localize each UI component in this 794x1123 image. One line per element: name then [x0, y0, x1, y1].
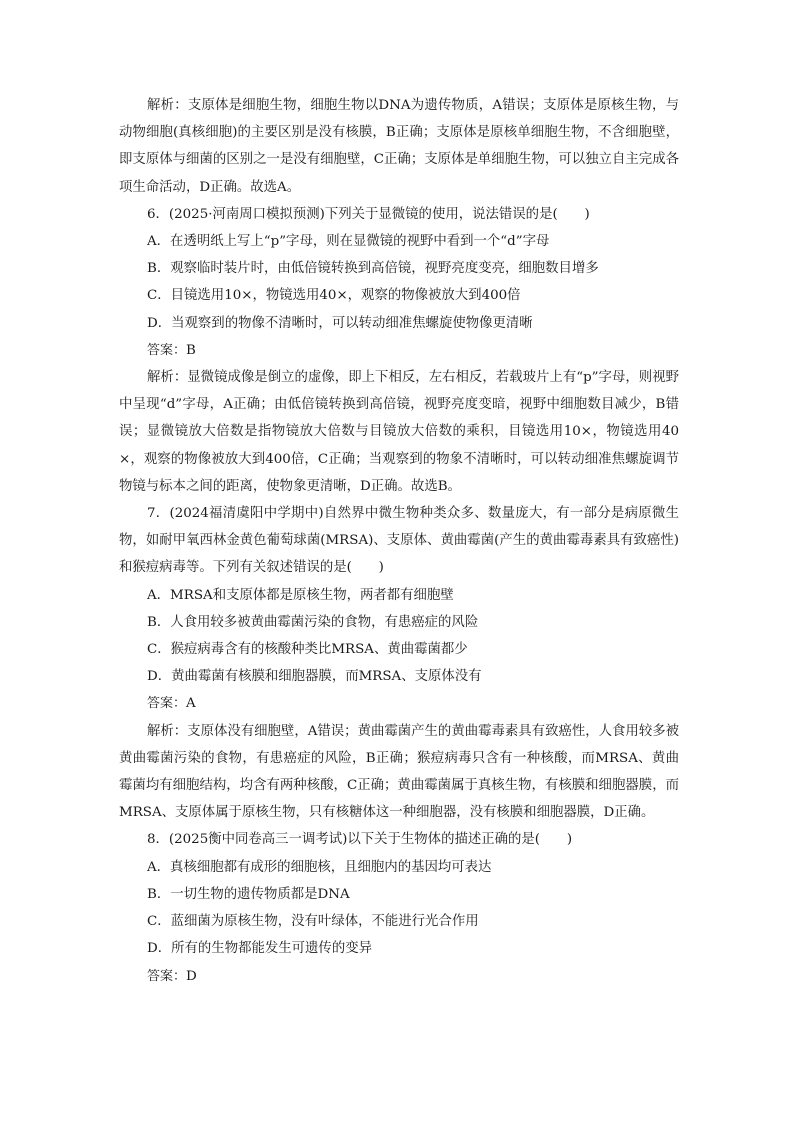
- question-8-option-c: C．蓝细菌为原核生物，没有叶绿体，不能进行光合作用: [147, 914, 479, 930]
- question-6-option-b: B．观察临时装片时，由低倍镜转换到高倍镜，视野亮度变亮，细胞数目增多: [147, 261, 599, 277]
- answer-label: 答案：: [147, 696, 187, 712]
- question-6-answer: [119, 337, 679, 364]
- question-7-option-c: C．猴痘病毒含有的核酸种类比MRSA、黄曲霉菌都少: [147, 642, 468, 658]
- answer-label: 答案：: [147, 342, 187, 358]
- question-7-option-d: D．黄曲霉菌有核膜和细胞器膜，而MRSA、支原体没有: [147, 669, 482, 685]
- question-7: [119, 500, 679, 826]
- question-7-stem: 7．(2024福清虞阳中学期中)自然界中微生物种类众多、数量庞大，有一部分是病原微生物，如耐甲氧西林金黄色葡萄球菌(MRSA)、支原体、黄曲霉菌(产生的黄曲霉毒素具有致癌性)和猴痘病毒等。下列有关叙述错误的是( ): [119, 506, 679, 576]
- answer-value: D: [186, 968, 197, 984]
- question-7-answer: [119, 690, 679, 717]
- question-7-option-b: B．人食用较多被黄曲霉菌污染的食物，有患癌症的风险: [147, 614, 479, 630]
- answer-value: A: [186, 696, 196, 712]
- question-6-option-a: A．在透明纸上写上“p”字母，则在显微镜的视野中看到一个“d”字母: [147, 234, 550, 250]
- question-7-option-a: A．MRSA和支原体都是原核生物，两者都有细胞壁: [147, 587, 454, 603]
- question-8-option-a: A．真核细胞都有成形的细胞核，且细胞内的基因均可表达: [147, 859, 492, 875]
- question-8: [119, 826, 679, 989]
- question-7-analysis: 解析：支原体没有细胞壁，A错误；黄曲霉菌产生的黄曲霉毒素具有致癌性，人食用较多被黄曲霉菌污染的食物，有患癌症的风险，B正确；猴痘病毒只含有一种核酸，而MRSA、黄曲霉菌均有细胞结构，均含有两种核酸，C正确；黄曲霉菌属于真核生物，有核膜和细胞器膜，而MRSA、支原体属于原核生物，只有核糖体这一种细胞器，没有核膜和细胞器膜，D正确。: [119, 723, 679, 821]
- question-6: [119, 201, 679, 500]
- question-8-option-b: B．一切生物的遗传物质都是DNA: [147, 886, 350, 902]
- question-8-stem: 8．(2025衡中同卷高三一调考试)以下关于生物体的描述正确的是( ): [147, 832, 573, 848]
- answer-value: B: [186, 342, 196, 358]
- question-6-stem: 6．(2025·河南周口模拟预测)下列关于显微镜的使用，说法错误的是( ): [147, 206, 590, 222]
- analysis-q5: 解析：支原体是细胞生物，细胞生物以DNA为遗传物质，A错误；支原体是原核生物，与动物细胞(真核细胞)的主要区别是没有核膜，B正确；支原体是原核单细胞生物，不含细胞壁，即支原体与细菌的区别之一是没有细胞壁，C正确；支原体是单细胞生物，可以独立自主完成各项生命活动，D正确。故选A。: [119, 98, 679, 195]
- question-8-answer: [119, 963, 679, 990]
- document-page: [119, 92, 679, 990]
- question-6-option-d: D．当观察到的物像不清晰时，可以转动细准焦螺旋使物像更清晰: [147, 315, 533, 331]
- question-8-option-d: D．所有的生物都能发生可遗传的变异: [147, 941, 372, 957]
- question-6-option-c: C．目镜选用10×，物镜选用40×，观察的物像被放大到400倍: [147, 288, 521, 304]
- answer-label: 答案：: [147, 968, 187, 984]
- question-6-analysis: 解析：显微镜成像是倒立的虚像，即上下相反，左右相反，若载玻片上有“p”字母，则视野中呈现“d”字母，A正确；由低倍镜转换到高倍镜，视野亮度变暗，视野中细胞数目减少，B错误；显微镜放大倍数是指物镜放大倍数与目镜放大倍数的乘积，目镜选用10×，物镜选用40×，观察的物像被放大到400倍，C正确；当观察到的物象不清晰时，可以转动细准焦螺旋调节物镜与标本之间的距离，使物象更清晰，D正确。故选B。: [119, 370, 679, 494]
